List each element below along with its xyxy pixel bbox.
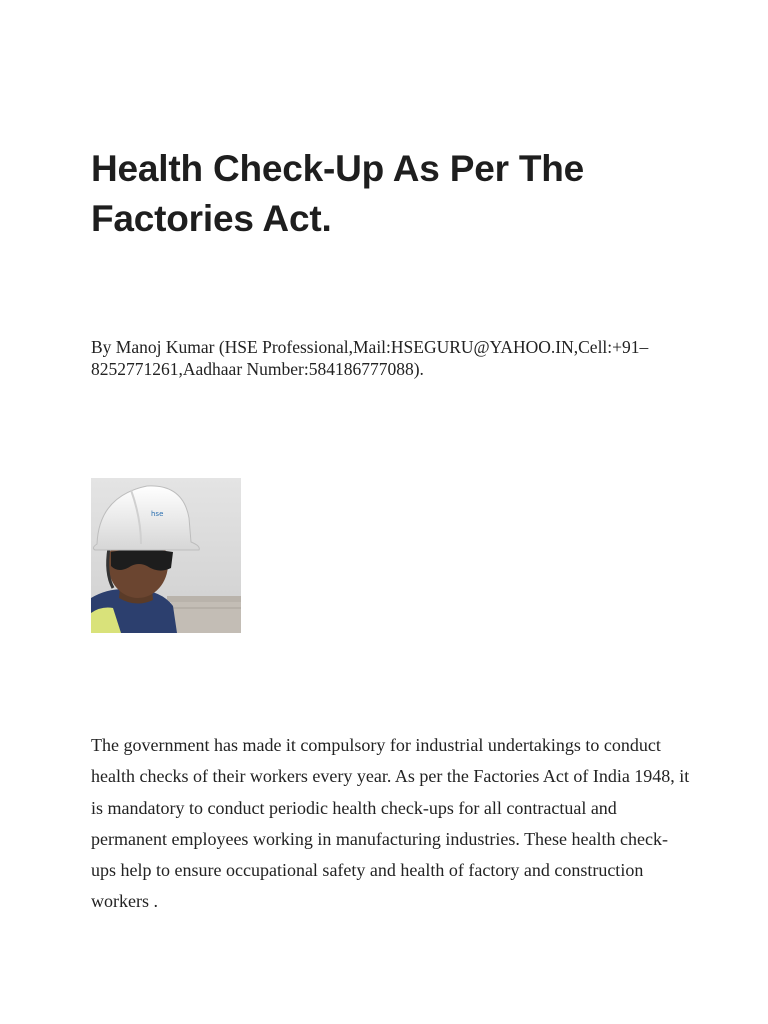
author-photo (91, 478, 241, 633)
author-byline: By Manoj Kumar (HSE Professional,Mail:HSEGURU@YAHOO.IN,Cell:+91–8252771261,Aadhaar Number:584186777088). (91, 337, 649, 379)
helmet-logo: hse (151, 510, 164, 518)
article-body: The government has made it compulsory for industrial undertakings to conduct health checks of their workers every year. As per the Factories Act of India 1948, it is mandatory to conduct periodic health check-ups for all contractual and permanent employees working in manufacturing industries. These health check-ups help to ensure occupational safety and health of factory and construction workers . (91, 735, 690, 912)
article-title: Health Check-Up As Per The Factories Act. (91, 148, 585, 239)
